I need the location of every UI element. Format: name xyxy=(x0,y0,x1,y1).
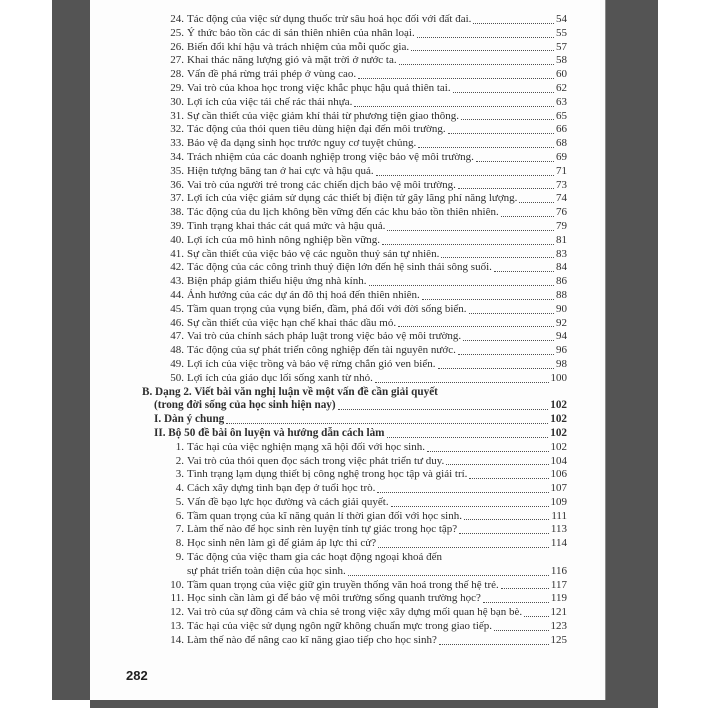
entry-page: 98 xyxy=(556,357,567,370)
entry-number: 10. xyxy=(170,578,184,591)
entry-title: Sự cần thiết của việc giảm khí thải từ phương tiện giao thông. xyxy=(187,109,460,122)
dot-leader xyxy=(377,492,548,493)
toc-entry xyxy=(142,427,567,441)
entry-page: 69 xyxy=(556,150,567,163)
dot-leader xyxy=(461,119,554,120)
entry-number: 12. xyxy=(170,606,184,619)
dot-leader xyxy=(464,519,549,520)
entry-number: 13. xyxy=(170,620,184,633)
entry-title: Vấn đề bạo lực học đường và cách giải quyết. xyxy=(187,495,389,508)
dot-leader xyxy=(399,64,554,65)
entry-number: 48. xyxy=(170,344,184,357)
dot-leader xyxy=(501,588,549,589)
toc-entry xyxy=(142,330,567,344)
dot-leader xyxy=(375,382,549,383)
entry-page: 121 xyxy=(550,606,567,619)
entry-title: Biện pháp giảm thiểu hiệu ứng nhà kính. xyxy=(187,275,367,288)
dot-leader xyxy=(494,271,554,272)
entry-title: Khai thác năng lượng gió và mặt trời ở nước ta. xyxy=(187,54,397,67)
toc-entry xyxy=(142,41,567,55)
dot-leader xyxy=(446,464,548,465)
entry-title: Lợi ích của việc tái chế rác thải nhựa. xyxy=(187,95,353,108)
entry-title: Tình trạng lạm dụng thiết bị công nghệ trong học tập và giải trí. xyxy=(187,468,468,481)
toc-entry xyxy=(142,344,567,358)
entry-page: 102 xyxy=(550,413,567,426)
entry-title: B. Dạng 2. Viết bài văn nghị luận về một vấn đề cần giải quyết xyxy=(142,385,438,398)
dot-leader xyxy=(387,230,554,231)
dot-leader xyxy=(519,202,554,203)
entry-title: Sự cần thiết của việc hạn chế khai thác dầu mỏ. xyxy=(187,316,397,329)
toc-entry xyxy=(142,372,567,386)
entry-page: 102 xyxy=(550,399,567,412)
entry-title: Lợi ích của giáo dục lối sống xanh từ nhỏ. xyxy=(187,371,373,384)
entry-number: 28. xyxy=(170,68,184,81)
entry-number: 40. xyxy=(170,233,184,246)
entry-number: 8. xyxy=(175,537,184,550)
entry-title: Tác động của việc tham gia các hoạt động ngoại khoá đến xyxy=(187,551,443,564)
dot-leader xyxy=(422,299,554,300)
dot-leader xyxy=(382,244,554,245)
entry-title: Cách xây dựng tình bạn đẹp ở tuổi học trò. xyxy=(187,482,376,495)
entry-number: 4. xyxy=(175,482,184,495)
toc-entry xyxy=(142,275,567,289)
toc-entry xyxy=(142,96,567,110)
entry-page: 79 xyxy=(556,219,567,232)
entry-title: Học sinh cần làm gì để bảo vệ môi trường sống quanh trường học? xyxy=(187,592,481,605)
entry-page: 119 xyxy=(550,592,567,605)
dot-leader xyxy=(476,161,554,162)
toc-entry xyxy=(142,441,567,455)
toc-entry xyxy=(142,54,567,68)
entry-title: Bảo vệ đa dạng sinh học trước nguy cơ tuyệt chủng. xyxy=(187,137,417,150)
entry-page: 68 xyxy=(556,137,567,150)
toc-entry xyxy=(142,192,567,206)
entry-number: 39. xyxy=(170,219,184,232)
entry-number: 44. xyxy=(170,288,184,301)
toc-entry xyxy=(142,123,567,137)
toc-entry xyxy=(142,82,567,96)
toc-entry xyxy=(142,27,567,41)
entry-number: 24. xyxy=(170,13,184,25)
toc-entry xyxy=(142,358,567,372)
toc-entry xyxy=(142,579,567,593)
entry-page: 106 xyxy=(550,468,567,481)
entry-number: 50. xyxy=(170,371,184,384)
book-photo-background xyxy=(52,0,658,708)
toc-entry xyxy=(142,317,567,331)
entry-number: 1. xyxy=(175,440,184,453)
dot-leader xyxy=(398,326,554,327)
toc-entry xyxy=(142,551,567,565)
entry-number: 31. xyxy=(170,109,184,122)
entry-title: Làm thế nào để nâng cao kĩ năng giao tiếp cho học sinh? xyxy=(187,633,437,646)
entry-page: 117 xyxy=(550,578,567,591)
dot-leader xyxy=(458,354,554,355)
entry-title: Lợi ích của việc trồng và bảo vệ rừng chắn gió ven biển. xyxy=(187,357,436,370)
entry-page: 113 xyxy=(550,523,567,536)
entry-page: 58 xyxy=(556,54,567,67)
entry-title: Tác động của du lịch không bền vững đến các khu bảo tồn thiên nhiên. xyxy=(187,206,499,219)
entry-title: Lợi ích của việc giảm sử dụng các thiết bị điện tử gây lãng phí năng lượng. xyxy=(187,192,518,205)
entry-page: 102 xyxy=(550,426,567,439)
page-number: 282 xyxy=(126,668,148,683)
entry-number: 26. xyxy=(170,40,184,53)
entry-title: sự phát triển toàn diện của học sinh. xyxy=(187,564,346,577)
entry-title: Học sinh nên làm gì để giảm áp lực thi cử? xyxy=(187,537,377,550)
entry-title: Tầm quan trọng của vụng biển, đầm, phá đối với đời sống biển. xyxy=(187,302,467,315)
dot-leader xyxy=(417,37,554,38)
entry-page: 102 xyxy=(550,440,567,453)
entry-title: Tác động của việc sử dụng thuốc trừ sâu hoá học đối với đất đai. xyxy=(187,13,472,25)
entry-number: 25. xyxy=(170,26,184,39)
entry-page: 76 xyxy=(556,206,567,219)
entry-page: 54 xyxy=(556,13,567,25)
toc-entry xyxy=(142,13,567,27)
entry-number: 46. xyxy=(170,316,184,329)
toc-entry xyxy=(142,634,567,648)
entry-title: (trong đời sống của học sinh hiện nay) xyxy=(154,399,336,412)
dot-leader xyxy=(376,175,554,176)
entry-page: 66 xyxy=(556,123,567,136)
table-of-contents xyxy=(90,0,606,648)
scanned-page xyxy=(90,0,606,700)
entry-number: 14. xyxy=(170,633,184,646)
entry-number: 47. xyxy=(170,330,184,343)
entry-number: 32. xyxy=(170,123,184,136)
entry-page: 92 xyxy=(556,316,567,329)
toc-entry xyxy=(142,165,567,179)
toc-entry xyxy=(142,179,567,193)
entry-number: 42. xyxy=(170,261,184,274)
entry-page: 60 xyxy=(556,68,567,81)
entry-title: Tác động của các công trình thuỷ điện lớn đến hệ sinh thái sông suối. xyxy=(187,261,492,274)
entry-page: 63 xyxy=(556,95,567,108)
entry-number: 45. xyxy=(170,302,184,315)
dot-leader xyxy=(369,285,555,286)
entry-page: 125 xyxy=(550,633,567,646)
entry-title: Vấn đề phá rừng trái phép ở vùng cao. xyxy=(187,68,357,81)
dot-leader xyxy=(387,437,549,438)
entry-title: Biến đổi khí hậu và trách nhiệm của mỗi quốc gia. xyxy=(187,40,410,53)
dot-leader xyxy=(439,644,549,645)
toc-entry xyxy=(142,386,567,400)
entry-page: 74 xyxy=(556,192,567,205)
entry-number: 41. xyxy=(170,247,184,260)
entry-page: 114 xyxy=(550,537,567,550)
toc-entry xyxy=(142,261,567,275)
entry-page: 100 xyxy=(550,371,567,384)
entry-title: Vai trò của chính sách pháp luật trong việc bảo vệ môi trường. xyxy=(187,330,462,343)
entry-title: Tác hại của việc sử dụng ngôn ngữ không chuẩn mực trong giao tiếp. xyxy=(187,620,493,633)
dot-leader xyxy=(438,368,555,369)
entry-number: 27. xyxy=(170,54,184,67)
entry-page: 123 xyxy=(550,620,567,633)
entry-page: 84 xyxy=(556,261,567,274)
entry-title: Tác động của thói quen tiêu dùng hiện đại đến môi trường. xyxy=(187,123,446,136)
entry-page: 65 xyxy=(556,109,567,122)
toc-entry xyxy=(142,206,567,220)
entry-number: 11. xyxy=(170,592,184,605)
dot-leader xyxy=(459,533,549,534)
entry-number: 29. xyxy=(170,81,184,94)
dot-leader xyxy=(473,23,554,24)
entry-title: Lợi ích của mô hình nông nghiệp bền vững. xyxy=(187,233,380,246)
toc-entry xyxy=(142,482,567,496)
entry-number: 43. xyxy=(170,275,184,288)
entry-number: 7. xyxy=(175,523,184,536)
dot-leader xyxy=(494,630,548,631)
toc-entry xyxy=(142,455,567,469)
entry-number: 5. xyxy=(175,495,184,508)
dot-leader xyxy=(483,602,549,603)
entry-title: Vai trò của sự đồng cảm và chia sẻ trong việc xây dựng mối quan hệ bạn bè. xyxy=(187,606,523,619)
entry-number: 3. xyxy=(175,468,184,481)
entry-page: 71 xyxy=(556,164,567,177)
toc-entry xyxy=(142,468,567,482)
toc-entry xyxy=(142,620,567,634)
dot-leader xyxy=(348,575,549,576)
entry-number: 35. xyxy=(170,164,184,177)
dot-leader xyxy=(524,616,548,617)
entry-title: Tác hại của việc nghiện mạng xã hội đối với học sinh. xyxy=(187,440,425,453)
entry-page: 81 xyxy=(556,233,567,246)
entry-number: 37. xyxy=(170,192,184,205)
entry-title: Sự cần thiết của việc bảo vệ các nguồn thuỷ sản tự nhiên. xyxy=(187,247,440,260)
dot-leader xyxy=(458,188,554,189)
toc-entry xyxy=(142,68,567,82)
entry-page: 96 xyxy=(556,344,567,357)
toc-entry xyxy=(142,151,567,165)
entry-number: 33. xyxy=(170,137,184,150)
toc-entry xyxy=(142,592,567,606)
toc-entry xyxy=(142,510,567,524)
dot-leader xyxy=(427,451,549,452)
entry-number: 2. xyxy=(175,454,184,467)
entry-page: 104 xyxy=(550,454,567,467)
entry-page: 94 xyxy=(556,330,567,343)
entry-title: Vai trò của khoa học trong việc khắc phục hậu quả thiên tai. xyxy=(187,81,451,94)
toc-entry xyxy=(142,234,567,248)
toc-entry xyxy=(142,137,567,151)
entry-number: 9. xyxy=(175,551,184,564)
dot-leader xyxy=(453,92,554,93)
toc-entry xyxy=(142,399,567,413)
dot-leader xyxy=(463,340,554,341)
entry-page: 55 xyxy=(556,26,567,39)
entry-page: 116 xyxy=(550,564,567,577)
entry-title: Vai trò của người trẻ trong các chiến dịch bảo vệ môi trường. xyxy=(187,178,456,191)
dot-leader xyxy=(358,78,554,79)
dot-leader xyxy=(411,50,554,51)
entry-title: I. Dàn ý chung xyxy=(154,413,225,426)
entry-title: Tầm quan trọng của kĩ năng quản lí thời gian đối với học sinh. xyxy=(187,509,462,522)
toc-entry xyxy=(142,220,567,234)
entry-number: 34. xyxy=(170,150,184,163)
entry-title: Làm thế nào để học sinh rèn luyện tính tự giác trong học tập? xyxy=(187,523,458,536)
toc-entry xyxy=(142,110,567,124)
entry-page: 73 xyxy=(556,178,567,191)
entry-page: 90 xyxy=(556,302,567,315)
entry-page: 109 xyxy=(550,495,567,508)
toc-entry xyxy=(142,523,567,537)
dot-leader xyxy=(441,257,554,258)
entry-number: 36. xyxy=(170,178,184,191)
toc-entry xyxy=(142,413,567,427)
entry-title: II. Bộ 50 đề bài ôn luyện và hướng dẫn cách làm xyxy=(154,426,385,439)
entry-title: Trách nhiệm của các doanh nghiệp trong việc bảo vệ môi trường. xyxy=(187,150,474,163)
dot-leader xyxy=(469,478,548,479)
entry-page: 111 xyxy=(551,509,567,522)
entry-number: 6. xyxy=(175,509,184,522)
entry-page: 107 xyxy=(550,482,567,495)
toc-entry xyxy=(142,496,567,510)
toc-entry xyxy=(142,565,567,579)
entry-title: Hiện tượng băng tan ở hai cực và hậu quả. xyxy=(187,164,374,177)
entry-page: 83 xyxy=(556,247,567,260)
entry-title: Ảnh hưởng của các dự án đô thị hoá đến thiên nhiên. xyxy=(187,288,420,301)
dot-leader xyxy=(418,147,554,148)
toc-entry xyxy=(142,606,567,620)
dot-leader xyxy=(226,423,548,424)
entry-title: Tầm quan trọng của việc giữ gìn truyền thống văn hoá trong thế hệ trẻ. xyxy=(187,578,499,591)
dot-leader xyxy=(338,409,549,410)
entry-number: 38. xyxy=(170,206,184,219)
dot-leader xyxy=(354,106,554,107)
dot-leader xyxy=(448,133,554,134)
entry-number: 30. xyxy=(170,95,184,108)
photo-corner-gap xyxy=(52,700,90,708)
entry-number: 49. xyxy=(170,357,184,370)
dot-leader xyxy=(391,506,549,507)
toc-entry xyxy=(142,303,567,317)
toc-entry xyxy=(142,537,567,551)
entry-title: Ý thức bảo tồn các di sản thiên nhiên của nhân loại. xyxy=(187,26,415,39)
dot-leader xyxy=(501,216,554,217)
toc-entry xyxy=(142,248,567,262)
entry-page: 57 xyxy=(556,40,567,53)
dot-leader xyxy=(378,547,549,548)
entry-page: 86 xyxy=(556,275,567,288)
entry-page: 62 xyxy=(556,81,567,94)
entry-title: Tác động của sự phát triển công nghiệp đến tài nguyên nước. xyxy=(187,344,456,357)
entry-title: Tình trạng khai thác cát quá mức và hậu quả. xyxy=(187,219,386,232)
entry-page: 88 xyxy=(556,288,567,301)
entry-title: Vai trò của thói quen đọc sách trong việc phát triển tư duy. xyxy=(187,454,445,467)
toc-entry xyxy=(142,289,567,303)
dot-leader xyxy=(469,313,554,314)
